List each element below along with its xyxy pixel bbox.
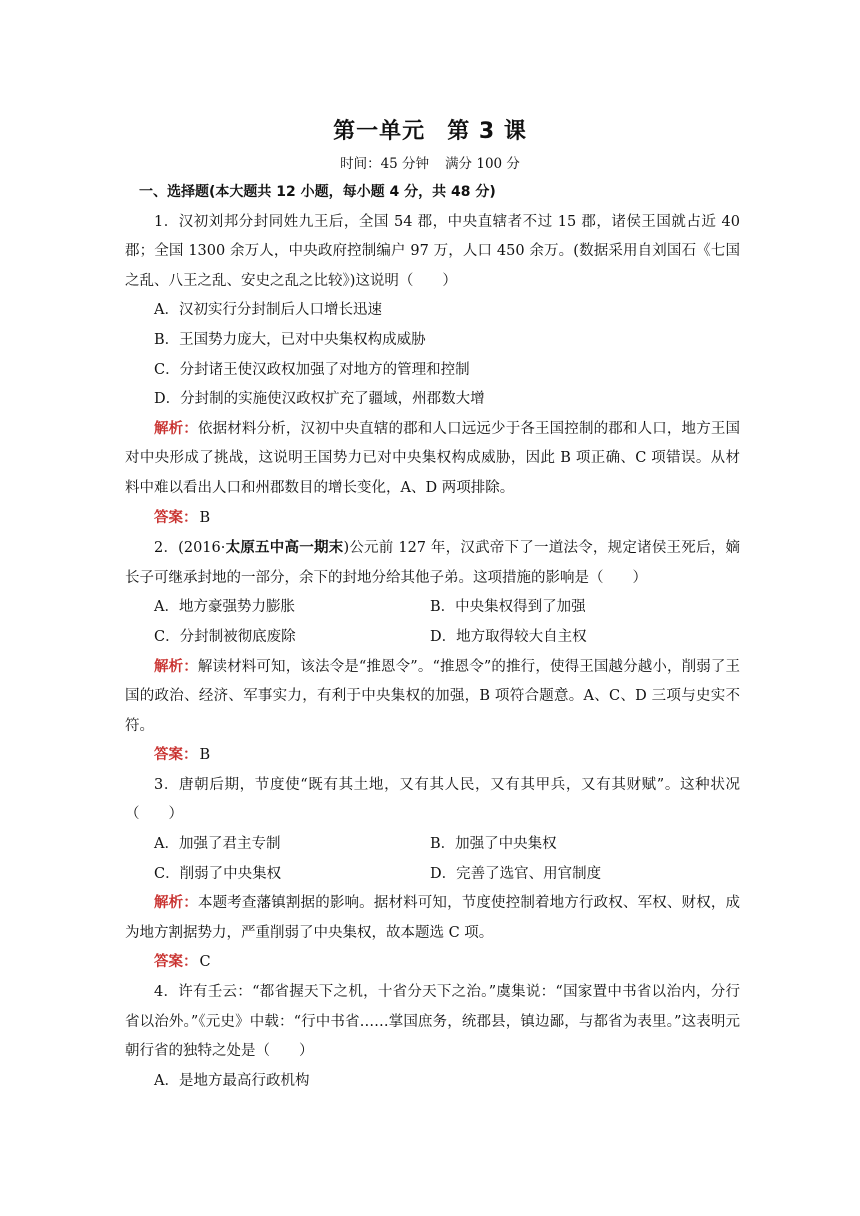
answer-value: B <box>199 509 211 526</box>
time-limit: 时间：45 分钟 <box>340 156 430 172</box>
question-4-option-a: A．是地方最高行政机构 <box>154 1072 310 1089</box>
analysis-label: 解析： <box>154 658 198 675</box>
analysis-label: 解析： <box>154 420 198 437</box>
answer-value: B <box>199 747 211 764</box>
question-2-option-a: A．地方豪强势力膨胀 <box>154 599 295 616</box>
question-3-option-a: A．加强了君主专制 <box>154 836 281 853</box>
question-2-answer <box>125 741 740 771</box>
question-1-option-d: D．分封制的实施使汉政权扩充了疆域，州郡数大增 <box>154 391 485 408</box>
question-2-options-row-1 <box>125 593 740 623</box>
question-1-analysis <box>125 415 740 504</box>
question-3-option-d: D．完善了选官、用官制度 <box>430 865 602 882</box>
question-2-text: )公元前 127 年，汉武帝下了一道法令，规定诸侯王死后，嫡长子可继承封地的一部分，余下的封地分给其他子弟。这项措施的影响是（ ） <box>125 540 740 586</box>
question-1-option-c: C．分封诸王使汉政权加强了对地方的管理和控制 <box>154 361 470 378</box>
question-2-source: 太原五中高一期末 <box>225 539 344 557</box>
title-lesson: 第 3 课 <box>447 119 527 144</box>
question-2-analysis <box>125 653 740 742</box>
answer-label: 答案： <box>154 747 198 764</box>
question-content <box>125 178 740 1096</box>
question-2-stem <box>125 533 740 593</box>
question-3-option-b: B．加强了中央集权 <box>430 836 557 853</box>
analysis-text: 解读材料可知，该法令是“推恩令”。“推恩令”的推行，使得王国越分越小，削弱了王国的政治、经济、军事实力，有利于中央集权的加强，B 项符合题意。A、C、D 三项与史实不符。 <box>125 658 741 734</box>
section-heading: 一、选择题(本大题共 12 小题，每小题 4 分，共 48 分) <box>139 184 496 200</box>
analysis-label: 解析： <box>154 895 198 912</box>
question-3-analysis <box>125 889 740 948</box>
question-3-options-row-2 <box>125 860 740 890</box>
question-3-stem: 3．唐朝后期，节度使“既有其土地，又有其人民，又有其甲兵，又有其财赋”。这种状况（ ） <box>125 776 740 823</box>
question-1-answer <box>125 504 740 534</box>
analysis-text: 本题考查藩镇割据的影响。据材料可知，节度使控制着地方行政权、军权、财权，成为地方割据势力，严重削弱了中央集权，故本题选 C 项。 <box>125 895 741 941</box>
question-2-option-d: D．地方取得较大自主权 <box>430 628 587 645</box>
page-title <box>0 114 860 145</box>
question-3-options-row-1 <box>125 830 740 860</box>
answer-label: 答案： <box>154 954 198 971</box>
full-score: 满分 100 分 <box>445 156 520 172</box>
answer-value: C <box>199 954 211 971</box>
question-1-option-a: A．汉初实行分封制后人口增长迅速 <box>154 302 382 319</box>
analysis-text: 依据材料分析，汉初中央直辖的郡和人口远远少于各王国控制的郡和人口，地方王国对中央形成了挑战，这说明王国势力已对中央集权构成威胁，因此 B 项正确、C 项错误。从材料中难以看出人口和州郡数目的增长变化，A、D 两项排除。 <box>125 420 741 496</box>
question-2-options-row-2 <box>125 623 740 653</box>
title-unit: 第一单元 <box>333 119 426 144</box>
question-3-answer <box>125 948 740 978</box>
question-1-stem: 1．汉初刘邦分封同姓九王后，全国 54 郡，中央直辖者不过 15 郡，诸侯王国就占近 40 郡；全国 1300 余万人，中央政府控制编户 97 万，人口 450 余万。(数据采用自刘国石《七国之乱、八王之乱、安史之乱之比较》)这说明（ ） <box>125 213 740 289</box>
answer-label: 答案： <box>154 509 198 526</box>
question-2-option-c: C．分封制被彻底废除 <box>154 628 296 645</box>
question-2-option-b: B．中央集权得到了加强 <box>430 599 586 616</box>
question-4-stem: 4．许有壬云：“都省握天下之机，十省分天下之治。”虞集说：“国家置中书省以治内，分行省以治外。”《元史》中载：“行中书省……掌国庶务，统郡县，镇边鄙，与都省为表里。”这表明元朝行省的独特之处是（ ） <box>125 984 740 1060</box>
exam-info <box>0 152 860 172</box>
question-1-option-b: B．王国势力庞大，已对中央集权构成威胁 <box>154 331 426 348</box>
question-2-prefix: 2．(2016· <box>154 540 226 557</box>
question-3-option-c: C．削弱了中央集权 <box>154 865 282 882</box>
